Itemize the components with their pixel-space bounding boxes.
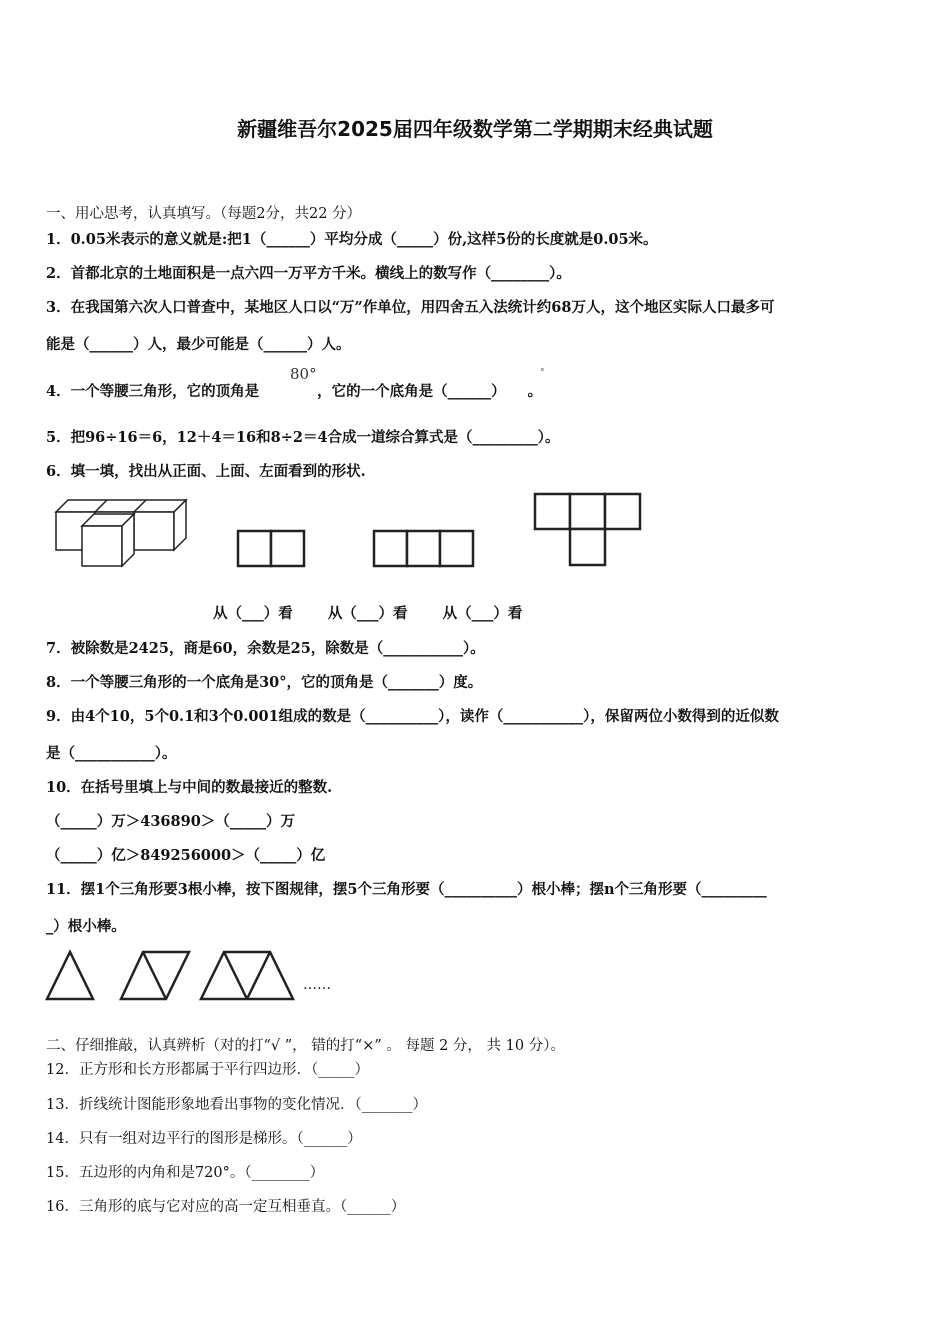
question-10-b: （_____）亿＞849256000＞（_____）亿 [46,847,326,864]
question-9-line-1: 9．由4个10，5个0.1和3个0.001组成的数是（__________），读作（___________），保留两位小数得到的近似数 [46,708,779,725]
question-1: 1．0.05米表示的意义就是:把1（______）平均分成（_____）份,这样5份的长度就是0.05米。 [46,231,658,248]
question-10: 10．在括号里填上与中间的数最接近的整数. [46,779,333,796]
question-14: 14．只有一组对边平行的图形是梯形。（______） [46,1131,362,1147]
question-7: 7．被除数是2425，商是60，余数是25，除数是（___________）。 [46,640,485,657]
triangle-pattern-figure [44,948,298,1002]
question-12: 12．正方形和长方形都属于平行四边形．（_____） [46,1062,369,1078]
question-10-a: （_____）万＞436890＞（_____）万 [46,813,296,830]
view-label-1: 从（___）看 [213,605,293,622]
question-11-line-2: _）根小棒。 [46,918,126,935]
pattern-ellipsis: …… [303,977,331,993]
question-13: 13．折线统计图能形象地看出事物的变化情况．（_______） [46,1097,427,1113]
view-t-shape [533,492,643,568]
view-three-squares [372,529,476,569]
question-9-line-2: 是（___________）。 [46,745,177,762]
question-3-line-1: 3．在我国第六次人口普查中，某地区人口以“万”作单位，用四舍五入法统计约68万人，这个地区实际人口最多可 [46,299,775,316]
degree-symbol: ° [540,368,545,378]
question-2: 2．首都北京的土地面积是一点六四一万平方千米。横线上的数写作（________）。 [46,265,571,282]
section-2-heading: 二、仔细推敲，认真辨析（对的打“√ ”， 错的打“×” 。 每题 2 分， 共 10 分）。 [46,1038,565,1054]
question-16: 16．三角形的底与它对应的高一定互相垂直。（______） [46,1199,406,1215]
section-1-heading: 一、用心思考，认真填写。（每题2分，共22 分） [46,206,362,222]
question-4-text: 4．一个等腰三角形，它的顶角是 [46,383,260,400]
view-label-3: 从（___）看 [442,605,523,622]
view-labels [213,602,552,623]
question-5: 5．把96÷16＝6，12＋4＝16和8÷2＝4合成一道综合算式是（_________）。 [46,429,560,446]
page-title: 新疆维吾尔2025届四年级数学第二学期期末经典试题 [237,117,713,141]
view-label-2: 从（___）看 [327,605,408,622]
question-4-end: 。 [527,383,543,400]
cube-stack-figure [54,498,190,570]
question-4-text-b: ，它的一个底角是（______） [317,383,506,400]
question-6: 6．填一填，找出从正面、上面、左面看到的形状. [46,463,366,480]
question-4 [46,380,542,401]
view-two-squares [236,529,306,569]
question-15: 15．五边形的内角和是720°。（________） [46,1165,325,1181]
question-8: 8．一个等腰三角形的一个底角是30°，它的顶角是（_______）度。 [46,674,483,691]
question-3-line-2: 能是（______）人，最少可能是（______）人。 [46,336,351,353]
question-11-line-1: 11．摆1个三角形要3根小棒，按下图规律，摆5个三角形要（__________）根小棒；摆n个三角形要（_________ [46,881,767,898]
angle-80-image: 80° [290,365,317,383]
